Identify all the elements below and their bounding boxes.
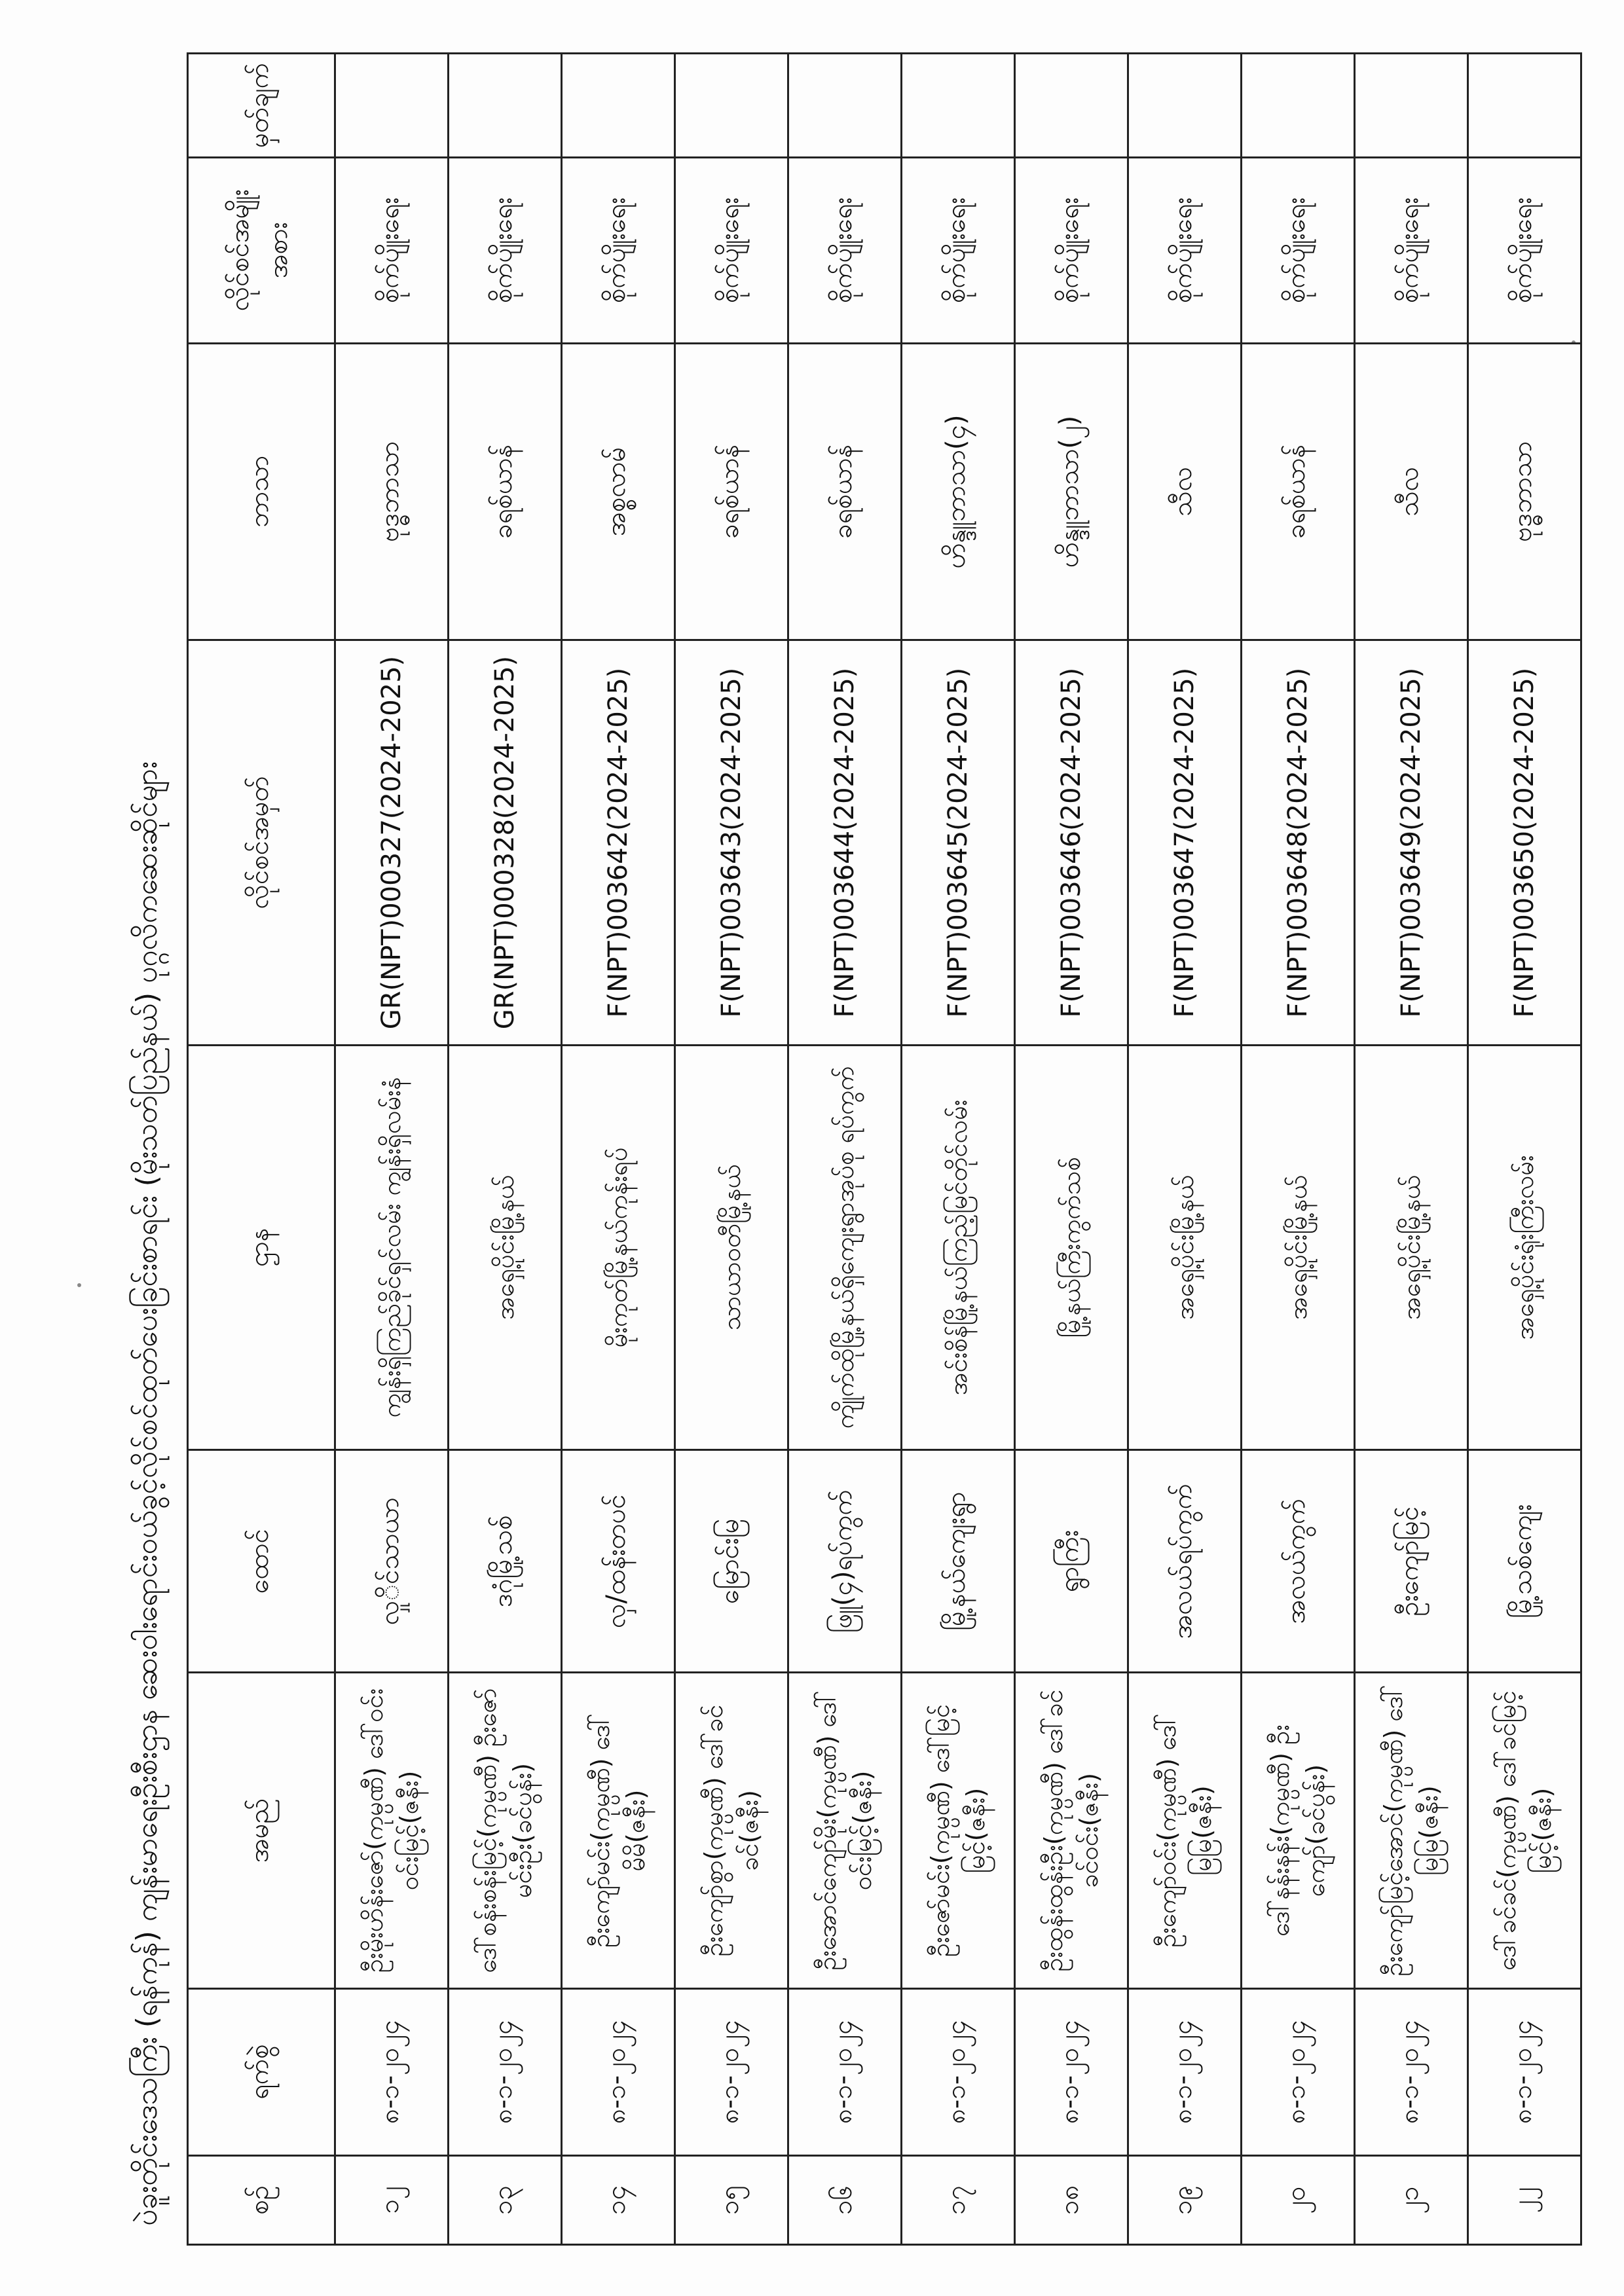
cell-remark <box>902 54 1015 158</box>
rotated-sheet <box>111 52 1557 2246</box>
table-row <box>1015 54 1128 2245</box>
cell-license: F(NPT)003643(2024-2025) <box>675 640 788 1045</box>
header-cell: မှတ်ချက် <box>188 54 335 158</box>
cell-address: အင်းစိန်မြို့နယ်ကြည့်မြင်တိုင်လမ်း <box>902 1045 1015 1449</box>
table-row <box>1242 54 1355 2245</box>
cell-address: အရှေ့ပိုင်းမြို့နယ် <box>449 1045 562 1449</box>
cell-religion: ဟိန္ဒူဘာသာ(၂) <box>1015 343 1128 640</box>
cell-date: ၈-၁-၂၀၂၄ <box>1468 1988 1581 2155</box>
cell-remark <box>675 54 788 158</box>
cell-address: ကျွန်းရှိကြည်ခိုင်ရှင်လမ်း ကျွန်းရှိလမ်းနံ <box>335 1045 449 1449</box>
cell-religion: ဗုဒ္ဓဘာသာ <box>335 343 449 640</box>
cell-no: ၁၇ <box>902 2155 1015 2244</box>
cell-no: ၂၂ <box>1468 2155 1581 2244</box>
cell-address: အရှေ့ပိုင်းမြို့နယ် <box>1128 1045 1242 1449</box>
cell-religion: အစ္စလာမ် <box>562 343 675 640</box>
cell-license-type: စိုက်ပျိုးရေး <box>788 157 902 343</box>
cell-name: ဦးကျော်မင်း(ကုမ္ပဏီ) ဒေါ်မိမိ(ဇနီး) <box>562 1673 675 1988</box>
cell-religion: သီလ <box>1355 343 1468 640</box>
cell-no: ၁၃ <box>449 2155 562 2244</box>
cell-religion: ဗုဒ္ဓဘာသာ <box>1468 343 1581 640</box>
header-cell: ထောင် <box>188 1450 335 1673</box>
cell-name: ဒေါ်ခင်ခင်(ကုမ္ပဏီ) ဒေါ်ခင်မြင့်မြင့်(ဇနီး) <box>1468 1673 1581 1988</box>
cell-no: ၂၀ <box>1242 2155 1355 2244</box>
cell-name: ဦးထွန်းထွန်းဦး(ကုမ္ပဏီ) ဒေါ်ခင်ခင်ဝင်း(ဇနီး) <box>1015 1673 1128 1988</box>
cell-license-type: စိုက်ပျိုးရေး <box>1355 157 1468 343</box>
license-register-table <box>187 52 1582 2246</box>
cell-remark <box>562 54 675 158</box>
cell-license-type: စိုက်ပျိုးရေး <box>675 157 788 343</box>
cell-remark <box>788 54 902 158</box>
header-cell: စဉ် <box>188 2155 335 2244</box>
cell-license: F(NPT)003644(2024-2025) <box>788 640 902 1045</box>
cell-name: ဦးကျော်ဝင်း(ကုမ္ပဏီ) ဒေါ်မြမြ(ဇနီး) <box>1128 1673 1242 1988</box>
cell-date: ၈-၁-၂၀၂၄ <box>902 1988 1015 2155</box>
scan-speck <box>77 1283 81 1287</box>
header-cell: လိုင်စင်အမျိုးအစား <box>188 157 335 343</box>
header-row <box>188 54 335 2245</box>
cell-religion: ဟိန္ဒူဘာသာ(၄) <box>902 343 1015 640</box>
cell-date: ၈-၁-၂၀၂၄ <box>1355 1988 1468 2155</box>
cell-license-type: စိုက်ပျိုးရေး <box>562 157 675 343</box>
cell-license: GR(NPT)000328(2024-2025) <box>449 640 562 1045</box>
cell-no: ၁၈ <box>1015 2155 1128 2244</box>
cell-remark <box>335 54 449 158</box>
cell-license-type: စိုက်ပျိုးရေး <box>1242 157 1355 343</box>
cell-date: ၈-၁-၂၀၂၄ <box>335 1988 449 2155</box>
cell-address: အရှေ့ပိုင်းရုံးကြီးလမ်း <box>1468 1045 1581 1449</box>
table-row <box>449 54 562 2245</box>
cell-religion: ခရစ်ယာန် <box>675 343 788 640</box>
cell-remark <box>449 54 562 158</box>
cell-name: ဦးအောင်ကျော်မိုး(ကုမ္ပဏီ) ဒေါ်ဝင်းမြင့်(ဇနီး) <box>788 1673 902 1988</box>
cell-license-type: စိုက်ပျိုးရေး <box>449 157 562 343</box>
header-cell: ဌာန <box>188 1045 335 1449</box>
cell-no: ၁၄ <box>562 2155 675 2244</box>
table-row <box>902 54 1015 2245</box>
header-cell: အမည် <box>188 1673 335 1988</box>
table-row <box>1355 54 1468 2245</box>
header-cell: လိုင်စင်အမှတ် <box>188 640 335 1045</box>
cell-license: F(NPT)003645(2024-2025) <box>902 640 1015 1045</box>
cell-remark <box>1015 54 1128 158</box>
cell-address: မြို့နယ်ကြီးကွက်သစ် <box>1015 1045 1128 1449</box>
cell-township: ဒဂုံမြို့သစ် <box>449 1450 562 1673</box>
cell-address: မိုးကုတ်မြို့နယ်ကုန်းရပ် <box>562 1045 675 1449</box>
cell-township: အလယ်ရပ်ကွက် <box>1128 1450 1242 1673</box>
cell-religion: သီလ <box>1128 343 1242 640</box>
cell-license: F(NPT)003650(2024-2025) <box>1468 640 1581 1045</box>
cell-name: ဒေါ်နန်းနန်း(ကုမ္ပဏီ) ဦးကျော်(ခင်ပွန်း) <box>1242 1673 1355 1988</box>
cell-license: F(NPT)003649(2024-2025) <box>1355 640 1468 1045</box>
cell-township: မြောင်းမြ <box>675 1450 788 1673</box>
cell-remark <box>1468 54 1581 158</box>
cell-township: ဖြူ(၄)ရပ်ကွက် <box>788 1450 902 1673</box>
table-row <box>675 54 788 2245</box>
cell-name: ဦးကျော်မြင့်အောင်(ကုမ္ပဏီ) ဒေါ်မြမြ(ဇနီး) <box>1355 1673 1468 1988</box>
cell-name: ဦးကျော်စွာ(ကုမ္ပဏီ) ဒေါ်ခင်ခင်(ဇနီး) <box>675 1673 788 1988</box>
cell-name: ဦးဇော်မင်း(ကုမ္ပဏီ) ဒေါ်မြင့်မြင့်(ဇနီး) <box>902 1673 1015 1988</box>
cell-license: F(NPT)003648(2024-2025) <box>1242 640 1355 1045</box>
cell-license-type: စိုက်ပျိုးရေး <box>1468 157 1581 343</box>
cell-license: F(NPT)003646(2024-2025) <box>1015 640 1128 1045</box>
cell-religion: ခရစ်ယာန် <box>788 343 902 640</box>
cell-remark <box>1128 54 1242 158</box>
cell-address: အရှေ့ပိုင်းမြို့နယ် <box>1242 1045 1355 1449</box>
cell-date: ၈-၁-၂၀၂၄ <box>1242 1988 1355 2155</box>
cell-date: ၈-၁-၂၀၂၄ <box>675 1988 788 2155</box>
table-row <box>788 54 902 2245</box>
cell-date: ၈-၁-၂၀၂၄ <box>562 1988 675 2155</box>
header-cell: ဘာသာ <box>188 343 335 640</box>
cell-name: ဦးမိုးဟိန်းဇော်(ကုမ္ပဏီ) ဒေါ်ဝင်းဝင်းမြင့်(ဇနီး) <box>335 1673 449 1988</box>
cell-township: မြို့သစ်ကျေး <box>1468 1450 1581 1673</box>
cell-name: ဒေါ်စန်းစန်းမြင့်(ကုမ္ပဏီ) ဦးဇော်မင်းဦး(ခင်ပွန်း) <box>449 1673 562 1988</box>
cell-no: ၂၁ <box>1355 2155 1468 2244</box>
cell-license: GR(NPT)000327(2024-2025) <box>335 640 449 1045</box>
table-row <box>1468 54 1581 2245</box>
table-row <box>562 54 675 2245</box>
cell-township: ရွာကြီး <box>1015 1450 1128 1673</box>
cell-township: ဦးကျော်မြင့် <box>1355 1450 1468 1673</box>
table-row <box>1128 54 1242 2245</box>
cell-no: ၁၂ <box>335 2155 449 2244</box>
cell-license-type: စိုက်ပျိုးရေး <box>1015 157 1128 343</box>
cell-license-type: စိုက်ပျိုးရေး <box>335 157 449 343</box>
cell-no: ၁၅ <box>675 2155 788 2244</box>
cell-township: လှ/ထန်းတပင် <box>562 1450 675 1673</box>
cell-township: မြို့နယ်ကျေးရွာ <box>902 1450 1015 1673</box>
cell-township: လှုိင်သာယာ <box>335 1450 449 1673</box>
cell-township: အလယ်ကွက် <box>1242 1450 1355 1673</box>
cell-religion: ခရစ်ယာန် <box>1242 343 1355 640</box>
cell-license: F(NPT)003642(2024-2025) <box>562 640 675 1045</box>
document-title: ပဲခူးတိုင်းဒေသကြီး (ရန်ကုန်) ကျန်းမာရေးဦးစီးဌာန ဆေးဝါးရောင်းဝယ်ခွင့်လိုင်စင်ထုတ်ပေးခြင်းစာရင်း (မိုးသတ်ပြည်နယ်) ပုဂ္ဂလိကဆေးဆိုင်များ <box>130 761 164 2226</box>
cell-license-type: စိုက်ပျိုးရေး <box>1128 157 1242 343</box>
cell-remark <box>1355 54 1468 158</box>
cell-date: ၈-၁-၂၀၂၄ <box>1015 1988 1128 2155</box>
cell-date: ၈-၁-၂၀၂၄ <box>1128 1988 1242 2155</box>
cell-license-type: စိုက်ပျိုးရေး <box>902 157 1015 343</box>
cell-no: ၁၉ <box>1128 2155 1242 2244</box>
cell-date: ၈-၁-၂၀၂၄ <box>788 1988 902 2155</box>
cell-address: သာယာဝတီမြို့နယ် <box>675 1045 788 1449</box>
cell-address: ကျိုက်ထိုမြို့နယ်ရှိကျေးရွာအုပ်စု ရပ်ကွက် <box>788 1045 902 1449</box>
cell-religion: ခရစ်ယာန် <box>449 343 562 640</box>
table-row <box>335 54 449 2245</box>
header-cell: ရက်စွဲ <box>188 1988 335 2155</box>
cell-date: ၈-၁-၂၀၂၄ <box>449 1988 562 2155</box>
cell-address: အရှေ့ပိုင်းမြို့နယ် <box>1355 1045 1468 1449</box>
cell-remark <box>1242 54 1355 158</box>
cell-license: F(NPT)003647(2024-2025) <box>1128 640 1242 1045</box>
cell-no: ၁၆ <box>788 2155 902 2244</box>
